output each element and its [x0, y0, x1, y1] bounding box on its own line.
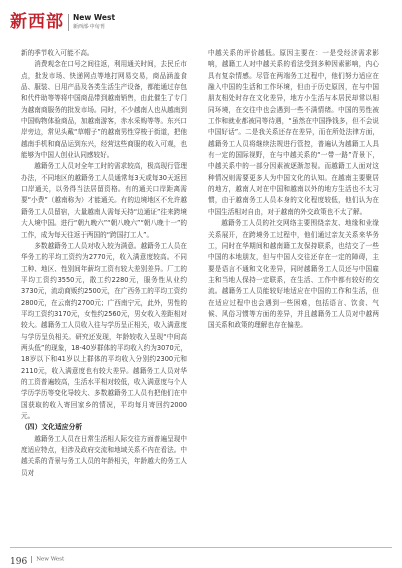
magazine-logo: [10, 12, 130, 34]
body-paragraph: 越籍务工人员对全年工时的需求较高，极高现行管理办法，不同地区的越籍务工人员通常每3天或每30天返回口岸通关，以务得当法居留资格。有的通关口岸距离需要“小费”（越南称为）才能通关。有的边境地区不允许越籍务工人员留宿，大量越南人需每天持“边通证”往来跨境大人境中国。进行“朝九晚六”“朝八晚六”“朝八晚十一”的工作，成为每天往返于两国的“跨国打工人”。: [21, 162, 187, 239]
logo-chinese: 新西部: [10, 12, 64, 32]
body-paragraph: 消费观念在口号之间往返，利用通关时间，去民丘市点，批发市场、快递网点等地打网易交易，商品涵盖食品、服装、日用产品及各类生活生产设备，都能通过存包和代件助等等将中国商品带到越南销售，由此催生了专门为越南商服务的批发市场。同时，不少越南人也从越南到中国购物体验商品，加越南游客，赤水采购等等。东兴口岸旁边，常见头戴“草帽子”的越南男性穿梭于街道，把他越南手机和商品运到东兴，经营这些商服的收入可观，也能够为中国人创业认同感较好。: [21, 60, 187, 160]
right-column: [208, 48, 379, 332]
left-column: [21, 48, 187, 479]
left-paragraphs: [21, 48, 187, 422]
page-number: 196: [10, 557, 28, 567]
logo-english: New West: [73, 13, 116, 22]
logo-box: [68, 14, 115, 31]
section-heading: （四）文化适应分析: [21, 423, 83, 432]
body-paragraph: 中越关系的评价越低。原因主要在：一是受经济需求影响，越籍工人对中越关系的看法受到多种因素影响，内心具有复杂情感。尽管在两端务工过程中，他们努力适应在融入中国的生活和工作环境，但由于历史原因，在与中国朋友相处时存在文化差异，地方小生活与本居民却常以相同环境，在交往中也会遇到一些不满情绪。中国的男性被工作和就业都被同等待遇，“虽然在中国挣钱多，但不会说中国好话”。二是我关系还存在差异，而在所处法律方面，越籍务工人员将继续法规进行管控，普遍认为越籍工人具有一定的国际视野，在与中越关系的“一带一路”背景下，中越关系中的一部分因素被逐渐忽视。而越籍工人面对这种情况则需要更多人为中国文化的认知。在越南主要聚居的地方，越南人对在中国和越南以外的地方生活也不太习惯，由于越南务工人员本身的文化程度较低，他们认为在中国生活相对自由，对于越南的外交政策也不太了解。: [208, 49, 379, 216]
section-paragraphs: [21, 434, 187, 479]
footer-magazine-name: New West: [36, 556, 65, 563]
body-paragraph: 越籍务工人员在日常生活相人际交往方面普遍呈现中度适应特点，但涉及政府交流和地域关系不内在看法。中越关系的背景与务工人员的年龄相关，年龄越大的务工人员对: [21, 434, 187, 477]
body-paragraph: 越籍务工人员的社交网络主要围绕亲友、地缘和业缘关系展开，在跨境务工过程中，他们通过亲友关系来华务工，同时在华期间和越南籍工友保持联系，也结交了一些中国的本地朋友，但与中国人交往还存在一定的障碍，主要是语言不通和文化差异，同时越籍务工人员还与中国雇主和当地人保持一定联系，在生活、工作中都有较好的交流。越籍务工人员能较好地适应在中国的工作和生活，但在适应过程中也会遇到一些困难，包括语言、饮食、气候、风俗习惯等方面的差异，并且越籍务工人员对中越两国关系和政策的理解也存在偏差。: [208, 219, 379, 330]
logo-subtitle: 新西部·中旬刊: [73, 24, 105, 30]
page-footer: [10, 549, 65, 567]
body-paragraph: 多数越籍务工人员对收入较为满意。越籍务工人员在华务工的平均工资约为2770元，收入满意度较高。不同工种、地区、性别间年薪均工资有较大差别差异。厂工的平均工资约3550元，散工约2280元，服务性从业约3730元，流动商贩约2500元，在广西务工的平均工资约2800元，在云南约2700元；广西南宁元，此外，男性的平均工资约3170元，女性约2560元，男女收入差距相对较大。越籍务工人员收入往与学历呈正相关，收入满意度与学历呈负相关。研究还发现，年龄较收入呈现“中间高两头低”的现象，18-40岁群体的平均收入约为3070元，18岁以下和41岁以上群体的平均收入分别约2300元和2110元，收入满意度也有较大差异。越籍务工人员对华的工资普遍较高，生活水平相对较低，收入满意度与个人学历学历等变化导较大、多数越籍务工人员有把他们在中国获取的收入寄回家乡的情况，平均每月寄回约2000元。: [21, 241, 187, 420]
footer-divider: [10, 547, 392, 548]
right-paragraphs: [208, 48, 379, 332]
body-paragraph: 新的季节收入可能不高。: [21, 49, 94, 57]
footer-separator: [31, 556, 32, 563]
